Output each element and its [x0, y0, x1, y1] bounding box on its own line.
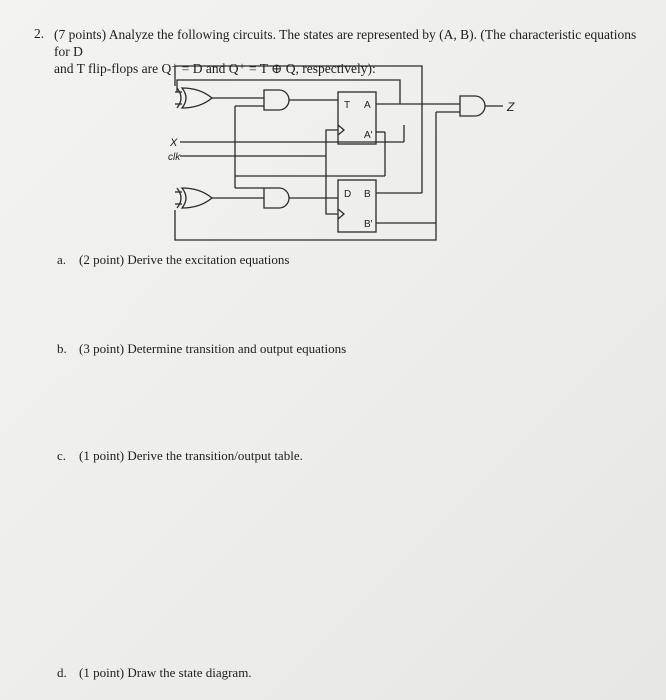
top-and-gate	[264, 90, 289, 110]
a-bar-label: A'	[364, 130, 373, 141]
top-gate	[182, 88, 212, 108]
bottom-and-gate	[264, 188, 289, 208]
a-output-label: A	[364, 100, 371, 111]
z-output-label: Z	[507, 100, 515, 114]
clk-input-label: clk	[168, 152, 181, 163]
output-gate	[460, 96, 485, 116]
part-a-text: (2 point) Derive the excitation equations	[79, 252, 290, 267]
question-line-2: and T flip-flops are Q⁺ = D and Q⁺ = T ⊕ Q, respectively):	[54, 61, 376, 76]
part-c-text: (1 point) Derive the transition/output table.	[79, 448, 303, 463]
part-d	[57, 665, 252, 681]
b-bar-label: B'	[364, 219, 373, 230]
part-b-text: (3 point) Determine transition and output equations	[79, 341, 347, 356]
part-c-letter: c.	[57, 448, 67, 463]
wire-bottom-loop	[175, 210, 436, 240]
circuit-diagram	[150, 60, 530, 250]
part-b-letter: b.	[57, 341, 67, 356]
question-line-1: (7 points) Analyze the following circuits. The states are represented by (A, B). (The characteristic equations for D	[54, 27, 637, 59]
t-input-label: T	[344, 100, 351, 111]
part-a-letter: a.	[57, 252, 67, 267]
b-output-label: B	[364, 189, 371, 200]
part-a	[57, 252, 289, 268]
bottom-gate	[182, 188, 212, 208]
question-number: 2.	[34, 26, 45, 41]
part-d-text: (1 point) Draw the state diagram.	[79, 665, 252, 680]
part-b	[57, 341, 346, 357]
part-d-letter: d.	[57, 665, 67, 680]
d-input-label: D	[344, 189, 352, 200]
part-c	[57, 448, 303, 464]
x-input-label: X	[170, 137, 178, 149]
